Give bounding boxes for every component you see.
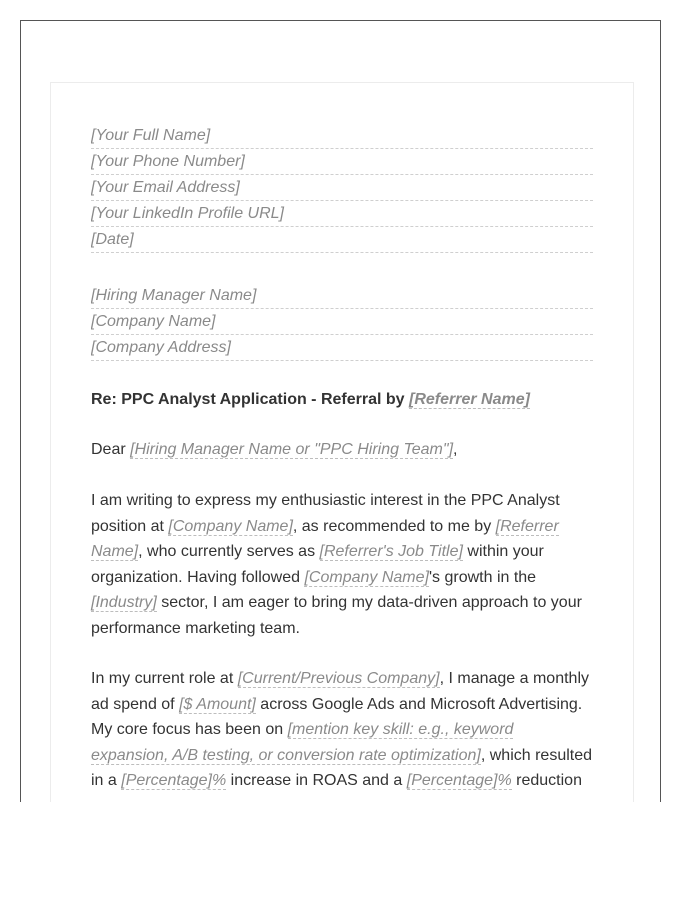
subject-line <box>91 387 593 413</box>
sender-full-name[interactable]: [Your Full Name] <box>91 123 593 149</box>
paragraph-intro <box>91 488 593 641</box>
salutation <box>91 437 593 463</box>
p1-text-2: , as recommended to me by <box>292 517 496 535</box>
sender-block <box>91 123 593 253</box>
spacer <box>91 253 593 283</box>
letter-date[interactable]: [Date] <box>91 227 593 253</box>
letter-page <box>50 82 634 802</box>
recipient-manager[interactable]: [Hiring Manager Name] <box>91 283 593 309</box>
p2-amount-placeholder[interactable]: [$ Amount] <box>179 695 256 713</box>
p1-industry-placeholder[interactable]: [Industry] <box>91 594 157 611</box>
recipient-block <box>91 283 593 361</box>
p2-text-5: increase in ROAS and a <box>226 772 407 789</box>
document-frame <box>20 20 661 802</box>
p2-percentage-roas-placeholder[interactable]: [Percentage]% <box>121 772 227 789</box>
p1-referrer-placeholder[interactable]: [Referrer Name] <box>91 517 559 560</box>
p1-company2-placeholder[interactable]: [Company Name] <box>304 568 429 586</box>
p2-text-6: reduction <box>511 772 582 789</box>
p2-percentage-reduction-placeholder[interactable]: [Percentage]% <box>406 772 512 789</box>
recipient-company[interactable]: [Company Name] <box>91 309 593 335</box>
p1-text-4: within your organization. Having followed <box>91 543 544 586</box>
sender-phone[interactable]: [Your Phone Number] <box>91 149 593 175</box>
recipient-address[interactable]: [Company Address] <box>91 335 593 361</box>
p2-current-company-placeholder[interactable]: [Current/Previous Company] <box>237 670 440 687</box>
sender-email[interactable]: [Your Email Address] <box>91 175 593 201</box>
p1-company-placeholder[interactable]: [Company Name] <box>168 517 293 535</box>
p1-text-6: sector, I am eager to bring my data-driven approach to your performance marketing team. <box>91 594 582 637</box>
subject-referrer-placeholder[interactable]: [Referrer Name] <box>409 391 530 408</box>
letter-content <box>91 123 593 794</box>
salutation-name-placeholder[interactable]: [Hiring Manager Name or "PPC Hiring Team"] <box>130 441 454 458</box>
p1-text-5: 's growth in the <box>428 568 537 586</box>
p1-text-3: , who currently serves as <box>138 543 320 560</box>
subject-prefix: Re: PPC Analyst Application - Referral by <box>91 391 409 408</box>
p2-text-4: , which resulted in a <box>91 746 593 789</box>
salutation-prefix: Dear <box>91 441 131 458</box>
p1-text-1: I am writing to express my enthusiastic interest in the PPC Analyst position at <box>91 492 560 535</box>
p2-skill-placeholder[interactable]: [mention key skill: e.g., keyword expansion, A/B testing, or conversion rate optimization] <box>91 721 514 764</box>
salutation-suffix: , <box>453 441 458 458</box>
paragraph-experience <box>91 666 593 794</box>
sender-linkedin[interactable]: [Your LinkedIn Profile URL] <box>91 201 593 227</box>
p1-referrer-title-placeholder[interactable]: [Referrer's Job Title] <box>319 543 463 560</box>
p2-text-1: In my current role at <box>91 670 238 687</box>
p2-text-3: across Google Ads and Microsoft Advertising. My core focus has been on <box>91 695 583 738</box>
p2-text-2: , I manage a monthly ad spend of <box>91 670 589 713</box>
